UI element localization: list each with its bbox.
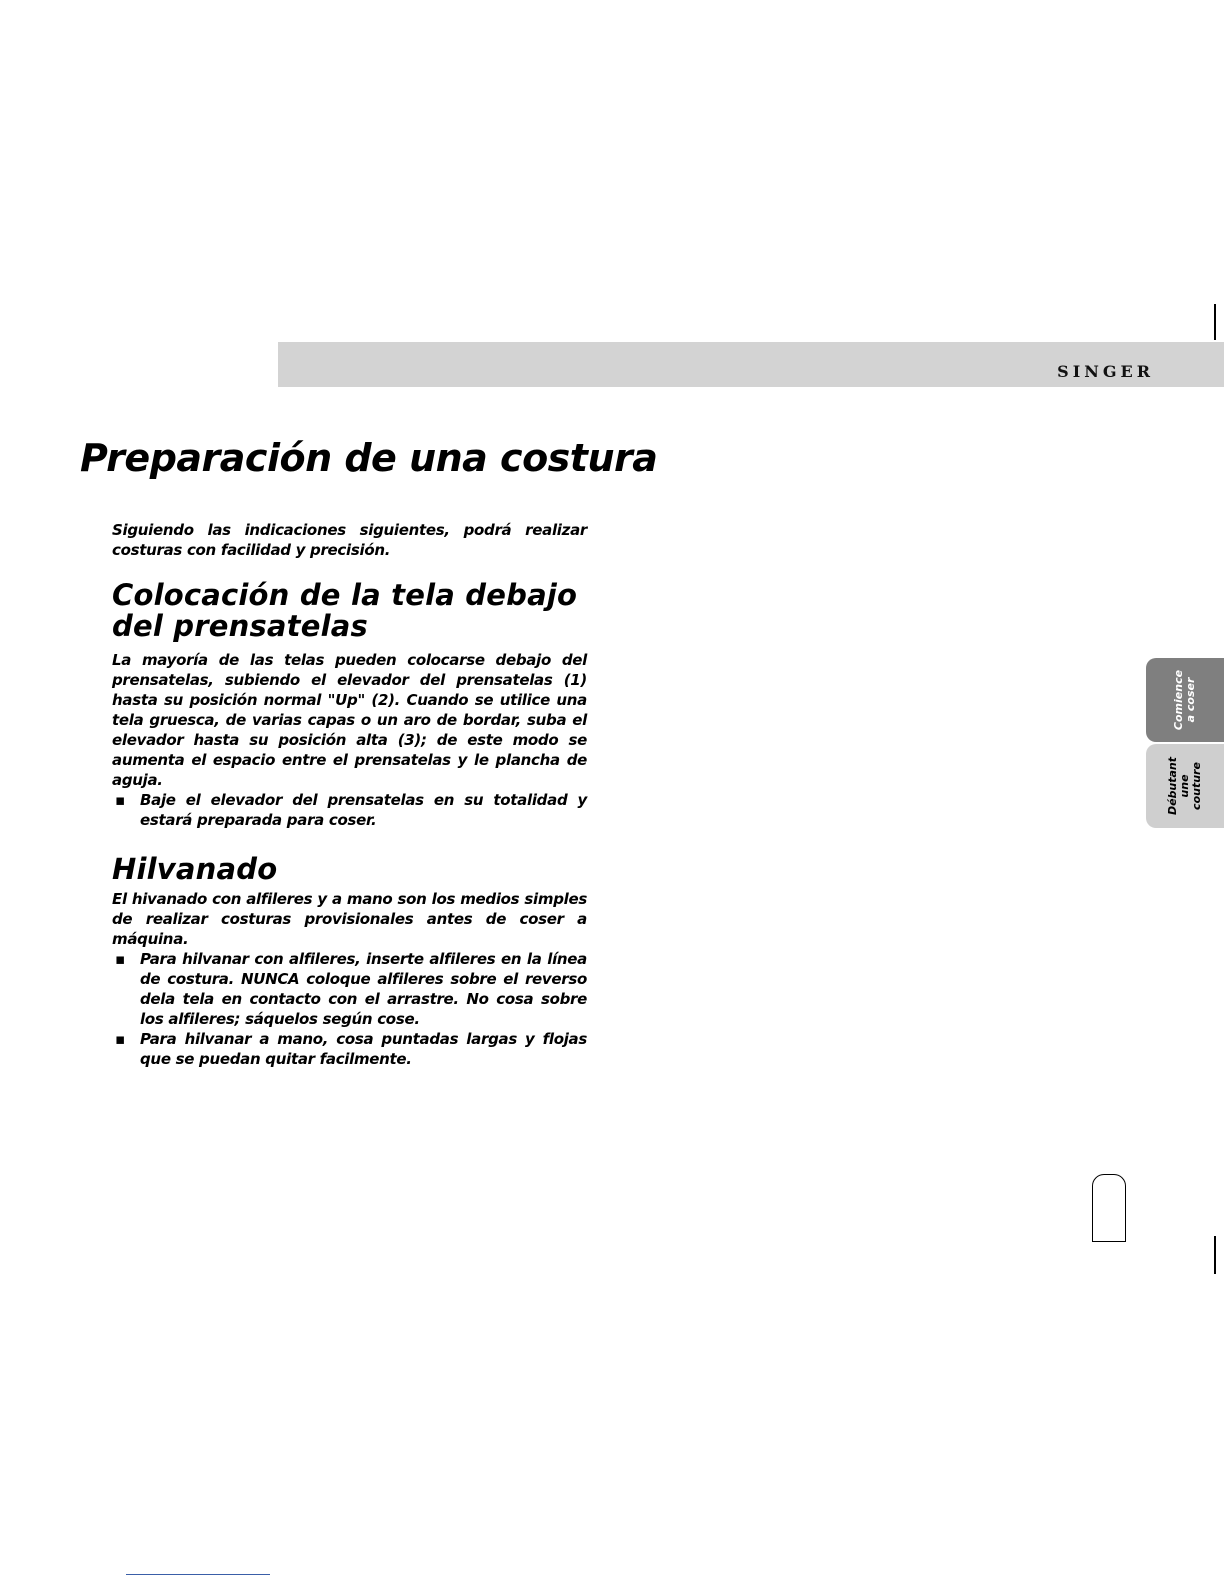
section-body-hilvanado: El hivanado con alfileres y a mano son los medios simples de realizar costuras provisionales antes de coser a máquina. — [112, 890, 587, 948]
bullet-icon: ▪ — [115, 1030, 125, 1048]
list-item — [112, 1029, 587, 1069]
list-item-text: Baje el elevador del prensatelas en su totalidad y estará preparada para coser. — [140, 791, 587, 829]
tab-comience-a-coser[interactable] — [1146, 658, 1224, 742]
crop-mark-top — [1214, 304, 1216, 340]
tab-label: Débutant une couture — [1166, 756, 1203, 816]
list-item-text: Para hilvanar con alfileres, inserte alfileres en la línea de costura. NUNCA coloque alfileres sobre el reverso dela tela en contacto con el arrastre. No cosa sobre los alfileres; sáquelos según cose. — [140, 950, 587, 1028]
tab-label: Comience a coser — [1172, 669, 1197, 731]
intro-paragraph: Siguiendo las indicaciones siguientes, podrá realizar costuras con facilidad y precisión. — [112, 521, 587, 559]
main-content — [112, 520, 587, 1069]
bullet-icon: ▪ — [115, 950, 125, 968]
brand-logo: SINGER — [1057, 362, 1154, 381]
section-title-hilvanado: Hilvanado — [112, 852, 278, 886]
bullet-list-hilvanado — [112, 949, 587, 1069]
tab-debutant-une-couture[interactable] — [1146, 744, 1224, 828]
list-item-text: Para hilvanar a mano, cosa puntadas largas y flojas que se puedan quitar facilmente. — [140, 1030, 587, 1068]
crop-mark-bottom — [1214, 1236, 1216, 1274]
bullet-icon: ▪ — [115, 791, 125, 809]
footer-divider — [126, 1574, 270, 1575]
page-tab-icon — [1092, 1174, 1126, 1242]
bullet-list-colocacion — [112, 790, 587, 830]
section-body-colocacion: La mayoría de las telas pueden colocarse debajo del prensatelas, subiendo el elevador del prensatelas (1) hasta su posición normal "Up" (2). Cuando se utilice una tela gruesca, de varias capas o un aro de bordar, suba el elevador hasta su posición alta (3); de este modo se aumenta el espacio entre el prensatelas y le plancha de aguja. — [112, 651, 587, 789]
list-item — [112, 949, 587, 1029]
section-title-colocacion: Colocación de la tela debajo del prensatelas — [112, 578, 578, 643]
list-item — [112, 790, 587, 830]
page-title: Preparación de una costura — [80, 436, 658, 480]
